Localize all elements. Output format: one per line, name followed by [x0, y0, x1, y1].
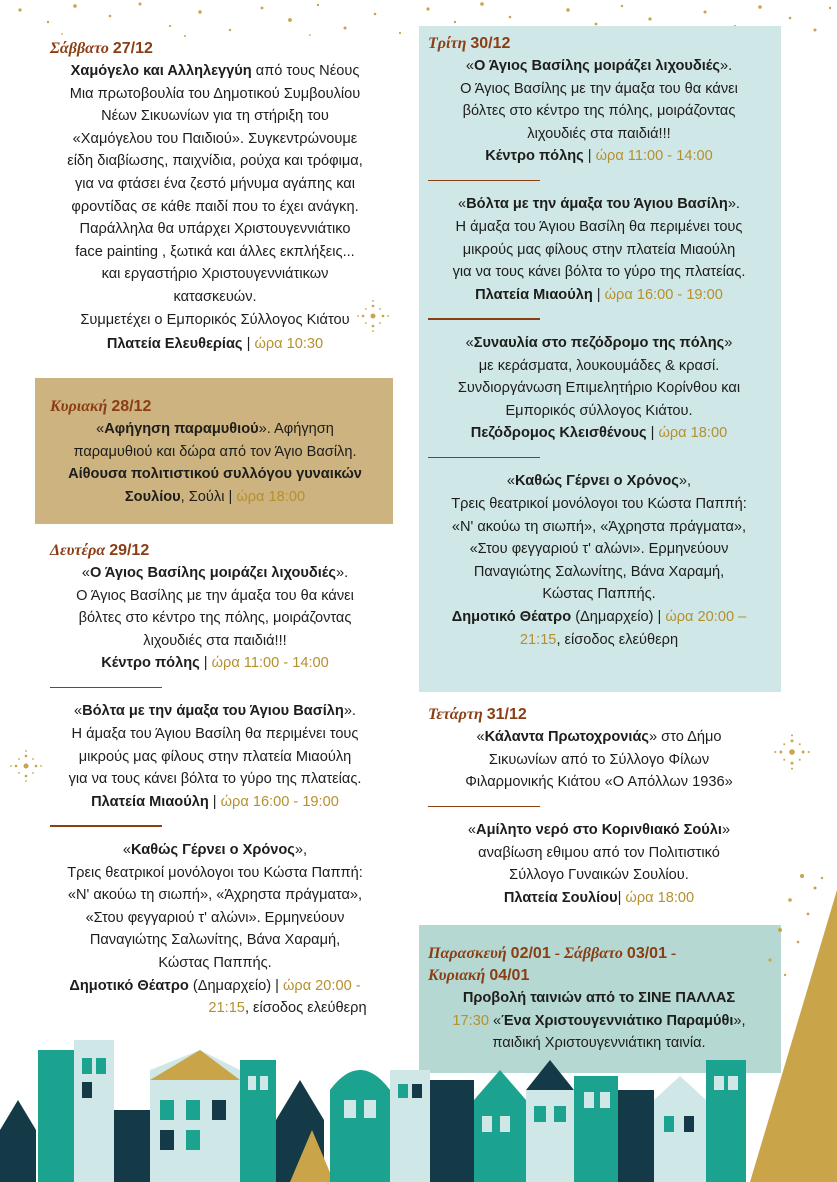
day-name: Σάββατο — [50, 40, 109, 57]
divider — [428, 318, 540, 320]
event-time: ώρα 18:00 — [236, 488, 306, 505]
event-time-end: 21:15 — [519, 631, 557, 648]
quote: « — [81, 565, 90, 581]
day-name: Κυριακή — [50, 398, 108, 415]
text-line: και εργαστήριο Χριστουγεννιάτικων — [101, 266, 329, 283]
cinema-heading-2 — [428, 965, 770, 987]
text-line: Κώστας Παππής. — [542, 586, 656, 603]
text-line: παραμυθιού και δώρα από τον Άγιο Βασίλη. — [73, 443, 357, 460]
text-line: «Ν' ακούω τη σιωπή», «Άχρηστα πράγματα», — [451, 518, 747, 535]
quote: « — [506, 473, 516, 490]
quote: ». — [727, 196, 740, 213]
divider — [50, 687, 162, 689]
day-date: 27/12 — [112, 40, 153, 57]
event-title: Αφήγηση παραμυθιού — [104, 421, 259, 437]
separator: | — [653, 608, 666, 625]
text-line: face painting , ξωτικά και άλλες εκπλήξεις... — [75, 243, 355, 260]
day-date: 30/12 — [470, 35, 511, 52]
text-line: » στο Δήμο — [649, 729, 722, 745]
separator: | — [646, 425, 659, 442]
text-line: Τρεις θεατρικοί μονόλογοι του Κώστα Παππή: — [67, 864, 363, 881]
separator: | — [617, 890, 626, 907]
event-place: Πλατεία Σουλίου — [503, 890, 618, 907]
event-time: ώρα 20:00 - — [283, 977, 361, 994]
day-name: Δευτέρα — [50, 542, 106, 559]
text-line: για να φτάσει ένα ζεστό μήνυμα αγάπης και — [74, 175, 355, 192]
event-title: Αμίλητο νερό στο Κορινθιακό Σούλι — [476, 822, 722, 839]
text-line: Φιλαρμονικής Κιάτου «Ο Απόλλων 1936» — [465, 774, 733, 791]
sunday-block — [40, 396, 390, 508]
saturday-block — [40, 38, 390, 356]
event-title: Βόλτα με την άμαξα του Άγιου Βασίλη — [466, 196, 728, 213]
monday-block — [40, 540, 390, 1020]
event-title: Ο Άγιος Βασίλης μοιράζει λιχουδιές — [89, 565, 336, 581]
event-place: Πλατεία Ελευθερίας — [106, 336, 243, 353]
event-title: Προβολή ταινιών από το ΣΙΝΕ ΠΑΛΛΑΣ — [462, 990, 736, 1006]
quote: « — [465, 334, 474, 351]
text-line: Κώστας Παππής. — [158, 954, 272, 971]
tuesday-heading — [428, 33, 770, 55]
text-line: Συμμετέχει ο Εμπορικός Σύλλογος Κιάτου — [80, 311, 350, 328]
text-line: ». Αφήγηση — [258, 421, 334, 437]
event-time: ώρα 18:00 — [658, 425, 728, 442]
event-time: 17:30 — [452, 1012, 489, 1029]
quote: », — [294, 841, 308, 858]
cinema-heading — [428, 943, 770, 965]
tuesday-block — [418, 33, 780, 651]
quote: », — [678, 473, 692, 490]
event-place: Δημοτικό Θέατρο — [451, 608, 572, 625]
day-date: 04/01 — [489, 967, 530, 984]
text-line: , είσοδος ελεύθερη — [556, 631, 679, 648]
separator: | — [199, 655, 212, 672]
day-name: Παρασκευή — [428, 945, 507, 962]
divider — [428, 457, 540, 459]
quote: « — [465, 58, 474, 74]
text-line: από τους Νέους — [251, 63, 360, 79]
text-line: κατασκευών. — [173, 288, 257, 305]
event-place: Πλατεία Μιαούλη — [475, 286, 593, 303]
event-place: Αίθουσα πολιτιστικού συλλόγου γυναικών — [68, 466, 362, 483]
divider — [50, 825, 162, 827]
text-line: αναβίωση εθιμου από τον Πολιτιστικό — [478, 844, 720, 861]
separator: | — [242, 336, 255, 353]
separator: | — [583, 148, 596, 165]
text-line: βόλτες στο κέντρο της πόλης, μοιράζοντας — [78, 610, 352, 627]
dash: - — [550, 945, 565, 962]
event-place: Κέντρο πόλης — [101, 655, 200, 672]
text-line: Η άμαξα του Άγιου Βασίλη θα περιμένει τους — [71, 726, 359, 743]
text-line: «Ν' ακούω τη σιωπή», «Άχρηστα πράγματα», — [67, 887, 363, 904]
quote: ». — [343, 703, 356, 720]
text-line: Ο Άγιος Βασίλης με την άμαξα του θα κάνει — [76, 587, 354, 604]
wednesday-block — [418, 704, 780, 910]
sparkle-icon — [355, 298, 391, 334]
text-line: λιχουδιές στα παιδιά!!! — [527, 125, 671, 142]
divider — [428, 180, 540, 182]
event-place: Κέντρο πόλης — [485, 148, 584, 165]
quote: ». — [335, 565, 349, 581]
event-title: Συναυλία στο πεζόδρομο της πόλης — [473, 334, 725, 351]
quote: « — [488, 1012, 502, 1029]
text-line: είδη διαβίωσης, παιχνίδια, ρούχα και τρόφιμα, — [67, 153, 363, 170]
text-line: μικρούς μας φίλους στην πλατεία Μιαούλη — [78, 748, 352, 765]
quote: « — [458, 196, 467, 213]
event-time: ώρα 20:00 – — [665, 608, 747, 625]
event-time: ώρα 11:00 - 14:00 — [595, 148, 713, 165]
text-line: για να τους κάνει βόλτα το γύρο της πλατείας. — [452, 264, 746, 281]
event-title: Καθώς Γέρνει ο Χρόνος — [131, 841, 295, 858]
quote: ». — [719, 58, 733, 74]
text-line: , Σούλι — [180, 488, 225, 505]
event-title: Κάλαντα Πρωτοχρονιάς — [484, 729, 650, 745]
text-line: Η άμαξα του Άγιου Βασίλη θα περιμένει τους — [455, 219, 743, 236]
text-line: παιδική Χριστουγεννιάτικη ταινία. — [492, 1035, 706, 1052]
text-line: «Στου φεγγαριού τ' αλώνι». Ερμηνεύουν — [85, 909, 345, 926]
quote: « — [467, 822, 477, 839]
event-place: Πεζόδρομος Κλεισθένους — [470, 425, 647, 442]
event-title: Βόλτα με την άμαξα του Άγιου Βασίλη — [82, 703, 344, 720]
day-date: 03/01 — [626, 945, 667, 962]
event-time: ώρα 18:00 — [625, 890, 695, 907]
day-name: Κυριακή — [428, 967, 486, 984]
separator: | — [592, 286, 605, 303]
text-line: Εμπορικός σύλλογος Κιάτου. — [505, 402, 693, 419]
event-title: Καθώς Γέρνει ο Χρόνος — [515, 473, 679, 490]
sunday-heading — [50, 396, 380, 418]
quote: », — [733, 1012, 746, 1029]
text-line: Τρεις θεατρικοί μονόλογοι του Κώστα Παππή: — [451, 496, 747, 512]
event-time: ώρα 11:00 - 14:00 — [211, 655, 329, 672]
day-date: 29/12 — [109, 542, 150, 559]
event-time-end: 21:15 — [208, 1000, 245, 1017]
text-line: Παναγιώτης Σαλωνίτης, Βάνα Χαραμή, — [89, 932, 341, 949]
quote: « — [122, 841, 132, 858]
separator: | — [208, 793, 221, 810]
event-title: Χαμόγελο και Αλληλεγγύη — [70, 63, 252, 79]
saturday-heading — [50, 38, 380, 60]
event-place: Πλατεία Μιαούλη — [91, 793, 209, 810]
divider — [428, 806, 540, 808]
text-line: Νέων Σικυωνίων για τη στήριξη του — [101, 108, 329, 125]
monday-heading — [50, 540, 380, 562]
day-date: 02/01 — [510, 945, 551, 962]
text-line: φροντίδας σε κάθε παιδί που το έχει ανάγκη. — [71, 198, 359, 215]
film-title: Ένα Χριστουγεννιάτικο Παραμύθι — [501, 1012, 734, 1029]
quote: « — [476, 729, 485, 745]
text-line: Παναγιώτης Σαλωνίτης, Βάνα Χαραμή, — [473, 563, 725, 580]
separator: | — [224, 488, 237, 505]
event-time: ώρα 16:00 - 19:00 — [220, 793, 339, 810]
text-line: «Στου φεγγαριού τ' αλώνι». Ερμηνεύουν — [469, 541, 729, 558]
dash: - — [666, 945, 677, 962]
text-line: , είσοδος ελεύθερη — [244, 1000, 367, 1017]
text-line: Παράλληλα θα υπάρχει Χριστουγεννιάτικο — [79, 221, 351, 238]
text-line: Συνδιοργάνωση Επιμελητήριο Κορίνθου και — [457, 380, 741, 397]
event-time: ώρα 10:30 — [254, 336, 324, 353]
day-date: 28/12 — [111, 398, 152, 415]
quote: « — [96, 421, 105, 437]
text-line: (Δημαρχείο) — [188, 977, 272, 994]
text-line: (Δημαρχείο) — [571, 608, 654, 625]
text-line: λιχουδιές στα παιδιά!!! — [143, 632, 287, 649]
separator: | — [271, 977, 283, 994]
text-line: βόλτες στο κέντρο της πόλης, μοιράζοντας — [462, 103, 736, 120]
quote: » — [724, 334, 733, 351]
sparkle-icon — [8, 748, 44, 784]
event-text — [50, 60, 380, 356]
day-name: Σάββατο — [564, 945, 623, 962]
day-name: Τετάρτη — [428, 706, 483, 723]
text-line: με κεράσματα, λουκουμάδες & κρασί. — [478, 357, 720, 374]
text-line: μικρούς μας φίλους στην πλατεία Μιαούλη — [462, 241, 736, 258]
text-line: «Χαμόγελου του Παιδιού». Συγκεντρώνουμε — [72, 130, 358, 147]
event-title: Ο Άγιος Βασίλης μοιράζει λιχουδιές — [473, 58, 720, 74]
event-place: Δημοτικό Θέατρο — [69, 977, 189, 994]
houses-illustration — [0, 1020, 837, 1182]
text-line: Σύλλογο Γυναικών Σουλίου. — [509, 867, 689, 884]
event-time: ώρα 16:00 - 19:00 — [604, 286, 723, 303]
day-date: 31/12 — [486, 706, 527, 723]
text-line: Σικυωνίων από το Σύλλογο Φίλων — [488, 751, 710, 768]
event-place: Σουλίου — [124, 488, 181, 505]
wednesday-heading — [428, 704, 770, 726]
text-line: για να τους κάνει βόλτα το γύρο της πλατείας. — [68, 771, 362, 788]
sparkle-icon — [772, 732, 812, 772]
text-line: Μια πρωτοβουλία του Δημοτικού Συμβουλίου — [69, 85, 361, 102]
text-line: Ο Άγιος Βασίλης με την άμαξα του θα κάνει — [460, 80, 738, 97]
quote: « — [74, 703, 83, 720]
day-name: Τρίτη — [428, 35, 467, 52]
quote: » — [721, 822, 731, 839]
